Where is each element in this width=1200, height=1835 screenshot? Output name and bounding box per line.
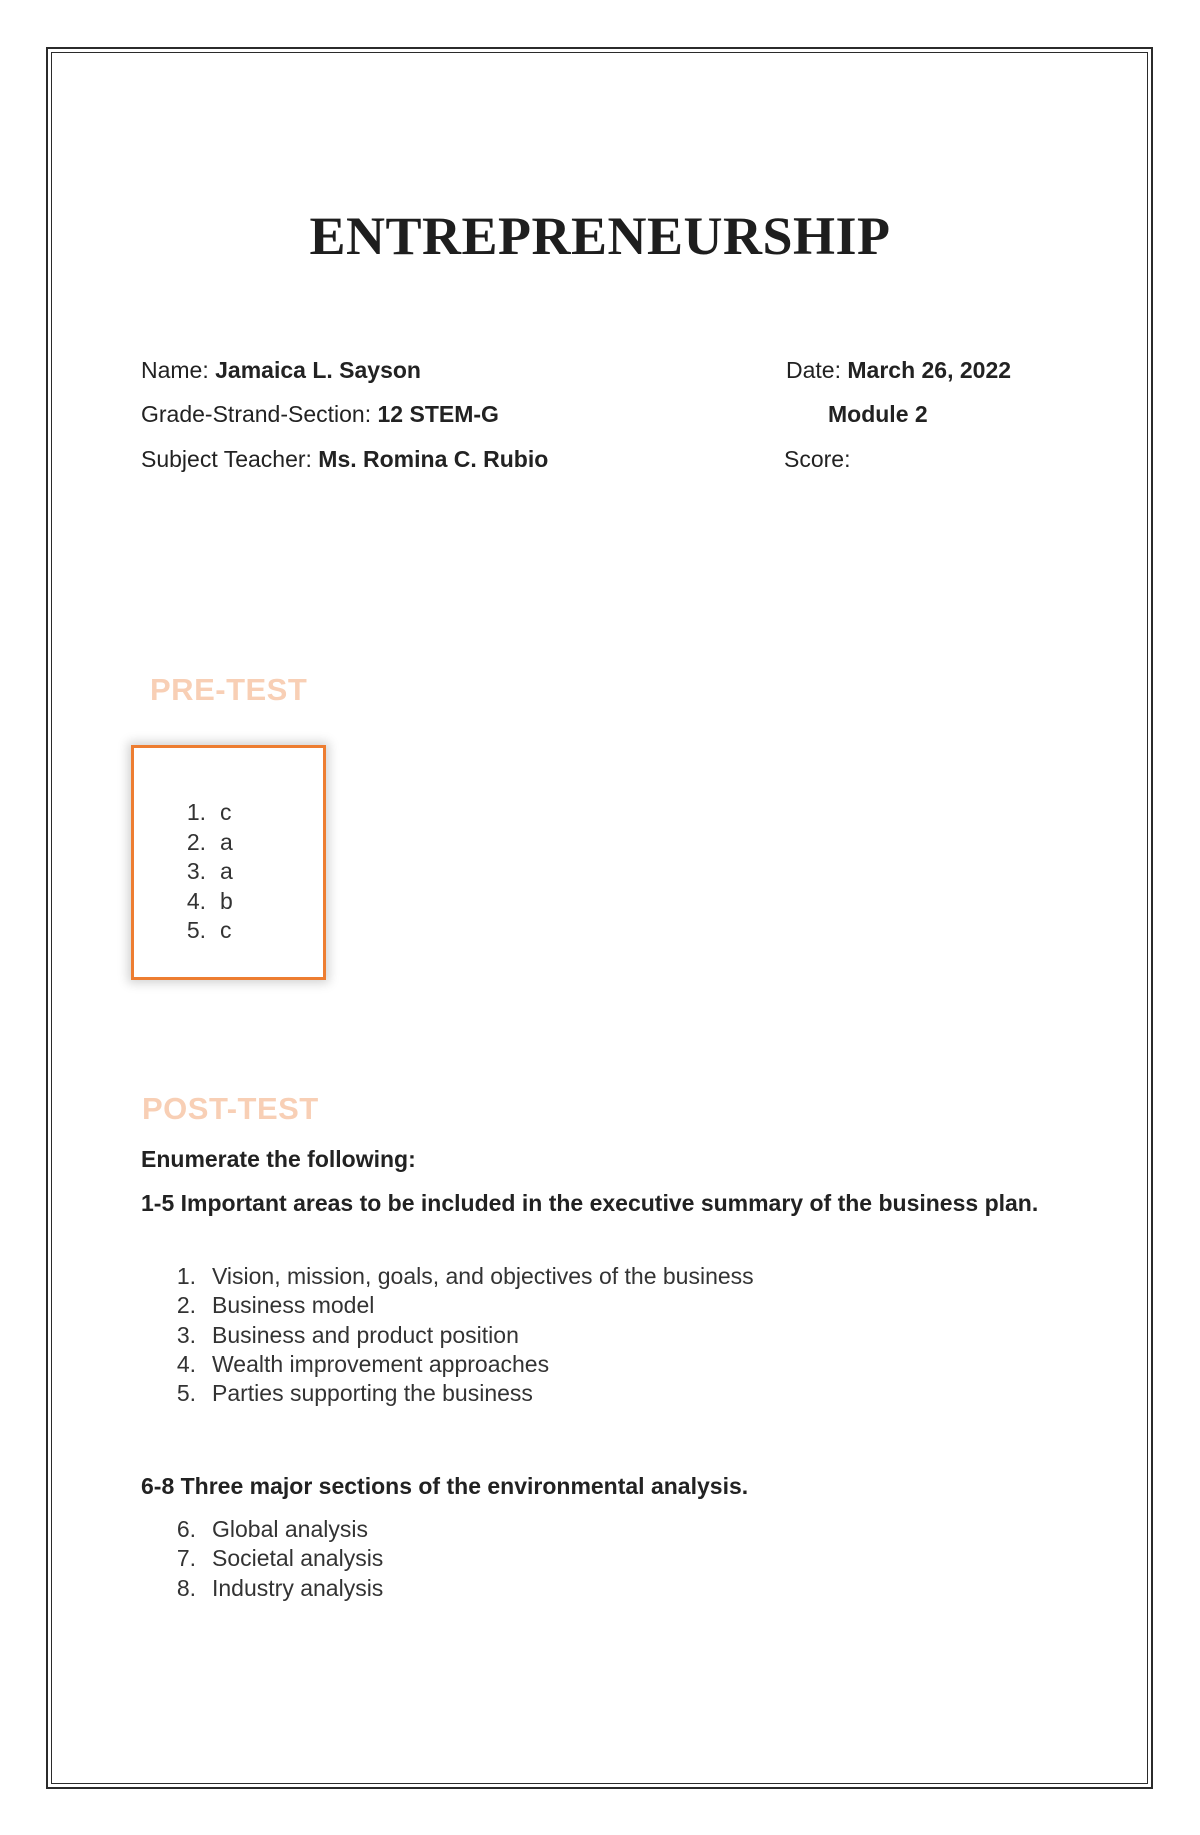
date-label: Date: [786, 357, 848, 383]
pretest-answer-list [180, 798, 233, 946]
list-text: Wealth improvement approaches [212, 1350, 550, 1377]
list-number: 7. [176, 1545, 196, 1572]
grade-value: 12 STEM-G [377, 401, 499, 427]
posttest-question-2: 6-8 Three major sections of the environmental analysis. [141, 1473, 749, 1499]
list-item [170, 1262, 754, 1291]
teacher-value: Ms. Romina C. Rubio [318, 446, 549, 472]
list-number: 5. [186, 917, 206, 943]
list-item [170, 1544, 383, 1573]
posttest-instruction: Enumerate the following: [141, 1146, 416, 1172]
list-item [180, 887, 233, 917]
posttest-question-1: 1-5 Important areas to be included in the executive summary of the business plan. [141, 1190, 1039, 1216]
list-number: 3. [176, 1321, 196, 1348]
list-item [170, 1321, 754, 1350]
grade-line [141, 400, 499, 428]
posttest-answer-list-2 [170, 1515, 383, 1603]
list-text: c [220, 799, 232, 825]
pretest-answer-box [131, 745, 326, 980]
teacher-label: Subject Teacher: [141, 446, 319, 472]
score-label: Score: [784, 446, 851, 472]
posttest-answer-list-1 [170, 1262, 754, 1408]
list-number: 8. [176, 1574, 196, 1601]
list-text: b [220, 887, 233, 914]
list-item [170, 1350, 754, 1379]
teacher-line [141, 445, 548, 473]
list-number: 4. [176, 1350, 196, 1377]
list-number: 1. [186, 799, 206, 825]
list-number: 5. [176, 1380, 196, 1407]
list-item [170, 1515, 383, 1544]
list-text: Business and product position [212, 1321, 519, 1348]
list-text: c [220, 917, 232, 943]
list-number: 4. [186, 887, 206, 914]
score-line [784, 445, 850, 473]
name-value: Jamaica L. Sayson [215, 357, 421, 383]
list-text: a [220, 828, 233, 855]
module-label: Module 2 [828, 401, 928, 427]
list-number: 2. [176, 1292, 196, 1319]
list-item [180, 828, 233, 858]
list-item [170, 1379, 754, 1408]
list-number: 6. [176, 1516, 196, 1542]
list-number: 3. [186, 858, 206, 884]
list-text: Vision, mission, goals, and objectives of the business [212, 1263, 754, 1289]
name-label: Name: [141, 357, 216, 383]
list-item [170, 1291, 754, 1320]
pretest-heading: PRE-TEST [150, 672, 308, 707]
grade-label: Grade-Strand-Section: [141, 401, 378, 427]
list-item [180, 798, 233, 828]
name-line [141, 356, 421, 384]
list-text: a [220, 858, 233, 884]
list-number: 1. [176, 1263, 196, 1289]
list-text: Industry analysis [212, 1574, 384, 1601]
list-item [180, 916, 233, 946]
list-text: Societal analysis [212, 1545, 384, 1572]
date-value: March 26, 2022 [847, 357, 1012, 383]
posttest-heading: POST-TEST [142, 1091, 319, 1126]
date-line [786, 356, 1011, 384]
list-text: Global analysis [212, 1516, 368, 1542]
list-number: 2. [186, 828, 206, 855]
list-text: Business model [212, 1292, 375, 1319]
list-item [180, 857, 233, 887]
module-line [828, 400, 928, 428]
list-text: Parties supporting the business [212, 1380, 533, 1407]
document-title: ENTREPRENEURSHIP [309, 206, 891, 266]
list-item [170, 1574, 383, 1603]
